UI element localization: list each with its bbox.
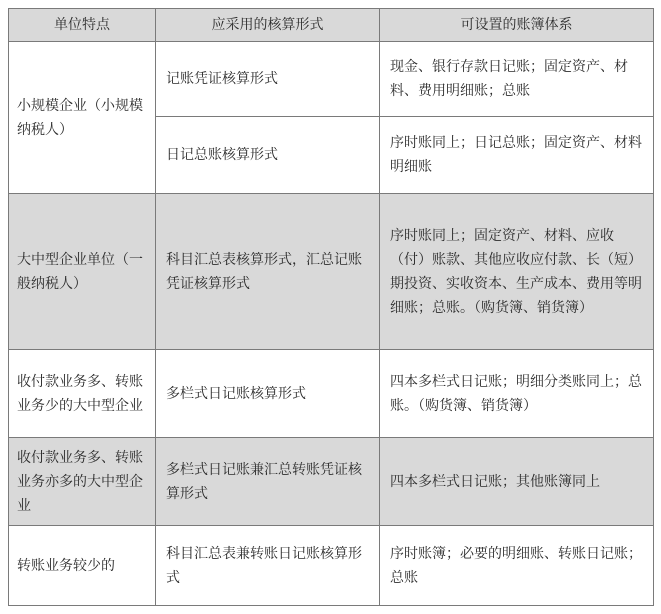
books-cell: 序时账同上；日记总账；固定资产、材料明细账 [380,117,654,194]
header-form: 应采用的核算形式 [156,9,380,42]
table-row [9,526,654,606]
unit-cell: 小规模企业（小规模纳税人） [9,42,156,194]
table-header-row [9,9,654,42]
table-row [9,350,654,438]
form-cell: 多栏式日记账兼汇总转账凭证核算形式 [156,438,380,526]
unit-cell: 转账业务较少的 [9,526,156,606]
form-cell: 记账凭证核算形式 [156,42,380,117]
table-row [9,42,654,117]
form-cell: 日记总账核算形式 [156,117,380,194]
header-unit: 单位特点 [9,9,156,42]
form-cell: 多栏式日记账核算形式 [156,350,380,438]
books-cell: 现金、银行存款日记账；固定资产、材料、费用明细账；总账 [380,42,654,117]
unit-cell: 收付款业务多、转账业务少的大中型企业 [9,350,156,438]
header-books: 可设置的账簿体系 [380,9,654,42]
unit-cell: 大中型企业单位（一般纳税人） [9,194,156,350]
accounting-forms-table [8,8,654,606]
form-cell: 科目汇总表兼转账日记账核算形式 [156,526,380,606]
books-cell: 四本多栏式日记账；其他账簿同上 [380,438,654,526]
table-row [9,194,654,350]
books-cell: 序时账簿；必要的明细账、转账日记账；总账 [380,526,654,606]
unit-cell: 收付款业务多、转账业务亦多的大中型企业 [9,438,156,526]
table-row [9,438,654,526]
books-cell: 四本多栏式日记账；明细分类账同上；总账。（购货簿、销货簿） [380,350,654,438]
books-cell: 序时账同上；固定资产、材料、应收（付）账款、其他应收应付款、长（短）期投资、实收资本、生产成本、费用等明细账；总账。（购货簿、销货簿） [380,194,654,350]
form-cell: 科目汇总表核算形式，汇总记账凭证核算形式 [156,194,380,350]
